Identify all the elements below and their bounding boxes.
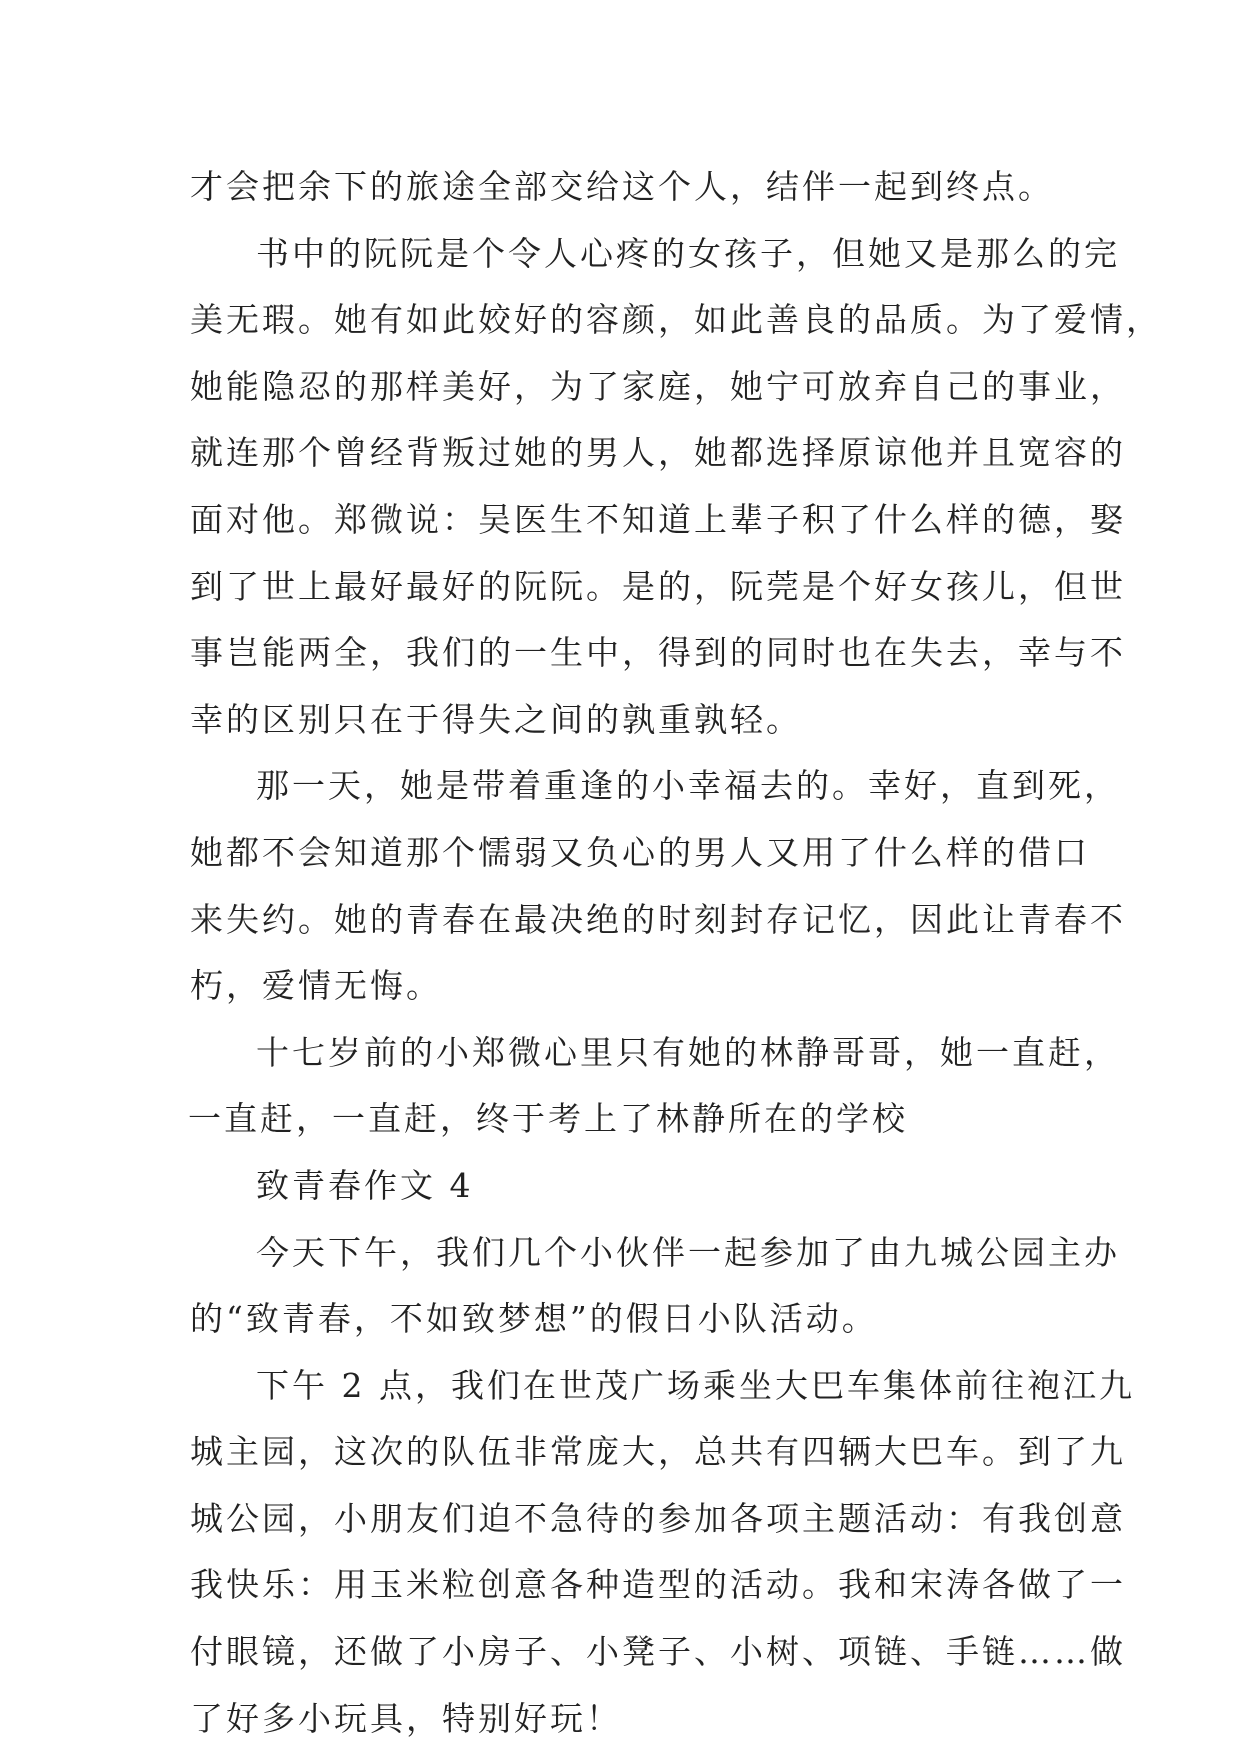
section-heading: 致青春作文 4 [256, 1165, 474, 1205]
text-line: 就连那个曾经背叛过她的男人，她都选择原谅他并且宽容的 [190, 433, 1126, 473]
text-line: 了好多小玩具，特别好玩！ [190, 1698, 622, 1738]
text-line: 她能隐忍的那样美好，为了家庭，她宁可放弃自己的事业， [190, 366, 1126, 406]
paragraph-start-line: 今天下午，我们几个小伙伴一起参加了由九城公园主办 [256, 1232, 1120, 1272]
text-line: 幸的区别只在于得失之间的孰重孰轻。 [190, 699, 802, 739]
paragraph-start-line: 下午 2 点，我们在世茂广场乘坐大巴车集体前往袍江九 [256, 1365, 1135, 1405]
text-line: 事岂能两全，我们的一生中，得到的同时也在失去，幸与不 [190, 633, 1126, 673]
text-line: 才会把余下的旅途全部交给这个人，结伴一起到终点。 [190, 167, 1054, 206]
text-line: 我快乐：用玉米粒创意各种造型的活动。我和宋涛各做了一 [190, 1565, 1126, 1605]
paragraph-start-line: 书中的阮阮是个令人心疼的女孩子，但她又是那么的完 [256, 233, 1120, 273]
text-line: 面对他。郑微说：吴医生不知道上辈子积了什么样的德，娶 [190, 499, 1126, 539]
text-line: 付眼镜，还做了小房子、小凳子、小树、项链、手链……做 [190, 1632, 1126, 1672]
paragraph-start-line: 那一天，她是带着重逢的小幸福去的。幸好，直到死， [256, 766, 1120, 806]
body-text [188, 154, 1162, 1752]
text-line: 一直赶，一直赶，终于考上了林静所在的学校 [188, 1099, 908, 1139]
paragraph-start-line: 十七岁前的小郑微心里只有她的林静哥哥，她一直赶， [256, 1032, 1120, 1072]
text-line: 到了世上最好最好的阮阮。是的，阮莞是个好女孩儿，但世 [190, 566, 1126, 606]
text-line: 朽，爱情无悔。 [190, 966, 442, 1006]
text-line: 来失约。她的青春在最决绝的时刻封存记忆，因此让青春不 [190, 899, 1126, 939]
text-line: 她都不会知道那个懦弱又负心的男人又用了什么样的借口 [190, 832, 1090, 872]
text-line: 美无瑕。她有如此姣好的容颜，如此善良的品质。为了爱情， [190, 300, 1162, 340]
text-line: 城公园，小朋友们迫不急待的参加各项主题活动：有我创意 [190, 1498, 1126, 1538]
text-line: 的“致青春，不如致梦想”的假日小队活动。 [190, 1299, 878, 1339]
text-line: 城主园，这次的队伍非常庞大，总共有四辆大巴车。到了九 [190, 1432, 1126, 1472]
